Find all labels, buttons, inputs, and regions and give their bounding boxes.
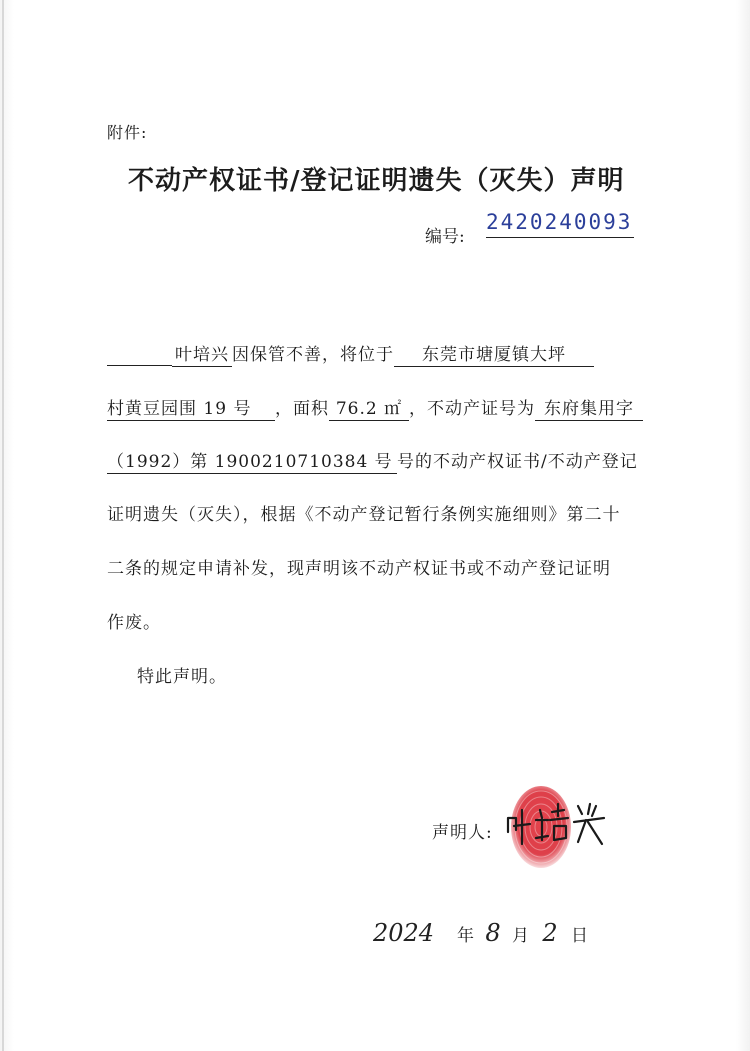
date-month: 8 — [485, 919, 501, 947]
date-year-unit: 年 — [457, 926, 474, 946]
serial-number: 2420240093 — [486, 210, 634, 238]
body-line-6: 作废。 — [107, 613, 161, 633]
declarant-label: 声明人: — [432, 823, 493, 843]
date-month-unit: 月 — [512, 926, 529, 946]
page-edge — [2, 0, 4, 1051]
date-line — [373, 919, 592, 947]
body-text-3: ，不动产证号为 — [409, 399, 535, 419]
date-day-unit: 日 — [571, 926, 588, 946]
owner-name: 叶培兴 — [172, 346, 232, 367]
attachment-label: 附件: — [107, 123, 148, 142]
handwritten-signature — [500, 796, 612, 850]
address-part-2: 村黄豆园围 19 号 — [107, 400, 275, 421]
date-year: 2024 — [373, 919, 435, 947]
certificate-number-part-2: （1992）第 1900210710384 号 — [107, 453, 397, 474]
serial-label: 编号: — [425, 227, 465, 247]
certificate-number-part-1: 东府集用字 — [535, 400, 643, 421]
document-title: 不动产权证书/登记证明遗失（灭失）声明 — [128, 166, 625, 196]
body-text-1: 因保管不善，将位于 — [232, 345, 394, 365]
area-value: 76.2 ㎡ — [329, 400, 409, 421]
body-line-4: 证明遗失（灭失），根据《不动产登记暂行条例实施细则》第二十 — [107, 505, 621, 525]
address-part-1: 东莞市塘厦镇大坪 — [394, 346, 594, 367]
date-day: 2 — [542, 919, 558, 947]
body-line-5: 二条的规定申请补发，现声明该不动产权证书或不动产登记证明 — [107, 559, 611, 579]
body-line-3 — [107, 447, 687, 474]
body-text-2: ，面积 — [275, 399, 329, 419]
body-line-1 — [107, 340, 687, 367]
body-text-4: 号的不动产权证书/不动产登记 — [397, 452, 638, 472]
body-line-2 — [107, 394, 687, 421]
closing-statement: 特此声明。 — [137, 667, 227, 687]
